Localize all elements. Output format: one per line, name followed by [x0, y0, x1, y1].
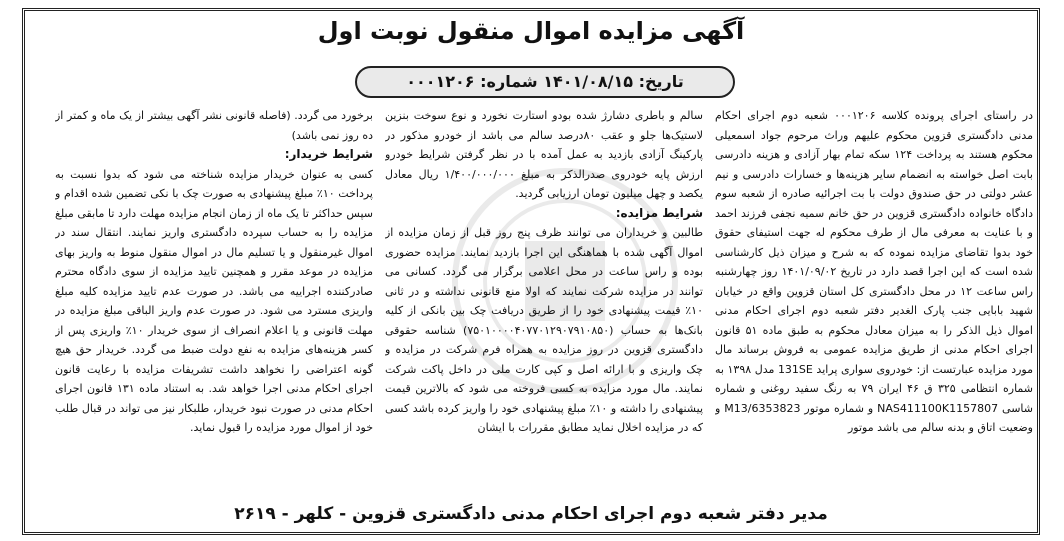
auction-conditions-heading: شرایط مزایده:: [615, 205, 703, 220]
column-right: [715, 106, 1033, 506]
buyer-conditions-heading: شرایط خریدار:: [284, 147, 373, 161]
column-left: [55, 106, 373, 506]
column-middle: [385, 106, 703, 506]
vehicle-valuation-text: سالم و باطری دشارژ شده بودو استارت نخورد و نوع سوخت بنزین لاستیک‌ها جلو و عقب ۸۰درصد سالم می باشد از خودرو مذکور در پارکینگ آزادی بازدید به عمل آمده با در نظر گرفتن شرایط خودرو ارزش پایه خودروی صدرالذکر به مبلغ ۱/۴۰۰/۰۰۰/۰۰۰ ریال معادل یکصد و چهل میلیون تومان ارزیابی گردید.: [385, 109, 703, 200]
date-number-line: تاریخ: ۱۴۰۱/۰۸/۱۵ شماره: ۰۰۰۱۲۰۶: [355, 66, 735, 98]
legal-notice-text: برخورد می گردد. (فاصله قانونی نشر آگهی بیشتر از یک ماه و کمتر از ده روز نمی باشد): [55, 109, 373, 142]
notice-title: آگهی مزایده اموال منقول نوبت اول: [317, 17, 745, 45]
case-description: در راستای اجرای پرونده کلاسه ۰۰۰۱۲۰۶ شعبه دوم اجرای احکام مدنی دادگستری قزوین محکوم علیهم وراث مرحوم جواد اسمعیلی محکوم هستند به پرداخت ۱۲۴ سکه تمام بهار آزادی و هزینه دادرسی بابت اصل خواسته به انضمام سایر هزینه‌ها و خسارات دادرسی و نیم عشر دولتی در حق صندوق دولت با بت اجرائیه صادره از شعبه سوم دادگاه خانواده دادگستری قزوین در حق خانم سمیه نجفی فرزند احمد و با عنایت به معرفی مال از طرف محکوم له جهت استیفای حقوق خود بدوا تقاضای مزایده نموده که به شرح و میزان ذیل کارشناسی شده است که این اجرا قصد دارد در تاریخ ۱۴۰۱/۰۹/۰۲ روز چهارشنبه راس ساعت ۱۲ در محل دادگستری کل استان قزوین واقع در خیابان شهید بابایی جنب پارک الغدیر دفتر شعبه دوم اجرای احکام مدنی اموال ذیل الذکر را به میزان معادل محکوم به طبق ماده ۵۱ قانون اجرای احکام مدنی از طریق مزایده عمومی به فروش برساند مال مورد مزایده عبارتست از: خودروی سواری پراید 131SE مدل ۱۳۹۸ به شماره انتظامی ۳۲۵ ق ۴۶ ایران ۷۹ به رنگ سفید روغنی و شماره شاسی NAS411100K1157807 و شماره موتور M13/6353823 و وضعیت اتاق و بدنه سالم می باشد موتور: [715, 109, 1033, 434]
signature-line: مدیر دفتر شعبه دوم اجرای احکام مدنی دادگستری قزوین - کلهر - ۲۶۱۹: [234, 504, 828, 524]
auction-conditions-text: طالبین و خریداران می توانند ظرف پنج روز قبل از زمان مزایده از اموال آگهی شده با هماهنگی این اجرا بازدید نمایند. مزایده حضوری بوده و راس ساعت در محل اعلامی برگزار می گردد. کسانی می توانند در مزایده شرکت نمایند که اولا منع قانونی نداشته و در ثانی ۱۰٪ قیمت پیشنهادی خود را از طریق دریافت چک بین بانکی از کلیه بانک‌ها به حساب (۷۵۰۱۰۰۰۰۴۰۷۷۰۱۲۹۰۷۹۱۰۸۵۰) شناسه حقوقی دادگستری قزوین در روز مزایده به همراه فرم شرکت در مزایده و چک واریزی و با ارائه اصل و کپی کارت ملی در داخل پاکت شرکت نمایند. مال مورد مزایده به کسی فروخته می شود که بالاترین قیمت پیشنهادی را داشته و ۱۰٪ مبلغ پیشنهادی خود را واریز کرده باشد کسی که در مزایده اخلال نماید مطابق مقررات با ایشان: [385, 226, 703, 434]
notice-frame: [22, 8, 1040, 535]
buyer-conditions-text: کسی به عنوان خریدار مزایده شناخته می شود که بدوا نسبت به پرداخت ۱۰٪ مبلغ پیشنهادی به صورت چک با نکی تضمین شده اقدام و سپس حداکثر تا یک ماه از زمان انجام مزایده مهلت دارد تا مابقی مبلغ مزایده را به حساب سپرده دادگستری واریز نمایند. انتقال سند در اموال غیرمنقول و یا تسلیم مال در اموال منقول منوط به واریز بهای مزایده در موعد مقرر و همچنین تایید مزایده از سوی دادگاه محترم صادرکننده اجراییه می باشد. در صورت عدم تایید مزایده کلیه مبلغ واریزی مسترد می شود. در صورت عدم واریز الباقی مبلغ مزایده در مهلت قانونی و یا اعلام انصراف از سوی خریدار ۱۰٪ واریزی پس از کسر هزینه‌های مزایده به نفع دولت ضبط می گردد. خریدار حق هیچ گونه اعتراضی را نخواهد داشت تشریفات مزایده با رعایت قانون اجرای احکام مدنی اجرا خواهد شد. به استناد ماده ۱۳۱ قانون اجرای احکام مدنی در صورت نبود خریدار، طلبکار نیز می تواند در قبال طلب خود از اموال مورد مزایده را قبول نماید.: [55, 167, 373, 434]
